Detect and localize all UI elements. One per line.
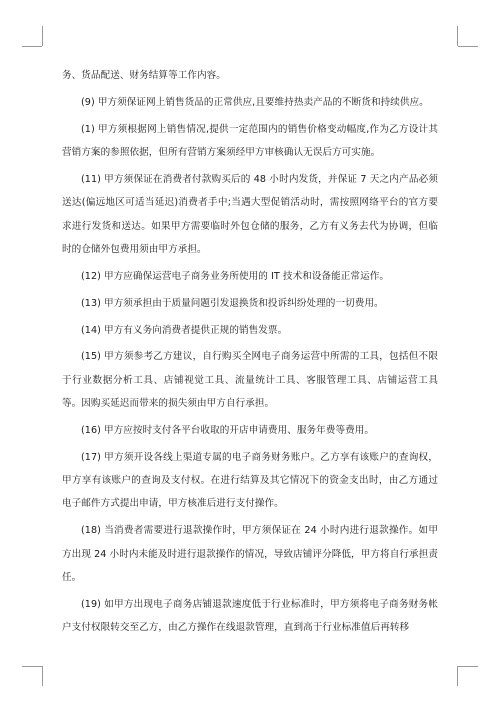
paragraph-clause-16: (16) 甲方应按时支付各平台收取的开店申请费用、服务年费等费用。 <box>81 424 375 436</box>
crop-mark-top-left <box>42 26 43 46</box>
crop-mark-top-right <box>458 46 478 47</box>
crop-mark-bottom-left <box>22 666 42 667</box>
crop-mark-bottom-left <box>42 666 43 686</box>
paragraph-clause-10: (1) 甲方须根据网上销售情况,提供一定范围内的销售价格变动幅度,作为乙方设计其营销方案的参照依据，但所有营销方案须经甲方审核确认无误后方可实施。 <box>62 123 438 159</box>
paragraph-clause-15: (15) 甲方须参考乙方建议，自行购买全网电子商务运营中所需的工具，包括但不限于行业数据分析工具、店铺视觉工具、流量统计工具、客服管理工具、店铺运营工具等。因购买延迟而带来的损失须由甲方自行承担。 <box>62 351 438 410</box>
paragraph-clause-19: (19) 如甲方出现电子商务店铺退款速度低于行业标准时，甲方须将电子商务财务帐户支付权限转交至乙方，由乙方操作在线退款管理，直到高于行业标准值后再转移 <box>62 598 438 634</box>
paragraph-clause-11: (11) 甲方须保证在消费者付款购买后的 48 小时内发货，并保证 7 天之内产品必须送达(偏远地区可适当延迟)消费者手中;当遇大型促销活动时，需按照网络平台的官方要求进行发货和送达。如果甲方需要临时外包仓储的服务，乙方有义务去代为协调，但临时的仓储外包费用须由甲方承担。 <box>62 173 438 255</box>
crop-mark-bottom-right <box>458 666 478 667</box>
crop-mark-bottom-right <box>457 666 458 686</box>
paragraph-clause-13: (13) 甲方须承担由于质量问题引发退换货和投诉纠纷处理的一切费用。 <box>81 297 384 309</box>
paragraph-clause-18: (18) 当消费者需要进行退款操作时，甲方须保证在 24 小时内进行退款操作。如甲方出现 24 小时内未能及时进行退款操作的情况，导致店铺评分降低，甲方将自行承担责任。 <box>62 525 438 583</box>
paragraph-clause-14: (14) 甲方有义务向消费者提供正规的销售发票。 <box>81 324 288 336</box>
document-body <box>62 64 438 643</box>
paragraph-clause-9: (9) 甲方须保证网上销售货品的正常供应,且要维持热卖产品的不断货和持续供应。 <box>81 96 429 108</box>
crop-mark-top-right <box>457 26 458 46</box>
paragraph-clause-17: (17) 甲方须开设各线上渠道专属的电子商务财务账户。乙方享有该账户的查询权，甲方享有该账户的查询及支付权。在进行结算及其它情况下的资金支出时，由乙方通过电子邮件方式提出申请，甲方核准后进行支付操作。 <box>62 451 438 510</box>
paragraph-clause-12: (12) 甲方应确保运营电子商务业务所使用的 IT 技术和设备能正常运作。 <box>81 270 390 282</box>
crop-mark-top-left <box>22 46 42 47</box>
paragraph-continuation: 务、货品配送、财务结算等工作内容。 <box>62 70 226 81</box>
